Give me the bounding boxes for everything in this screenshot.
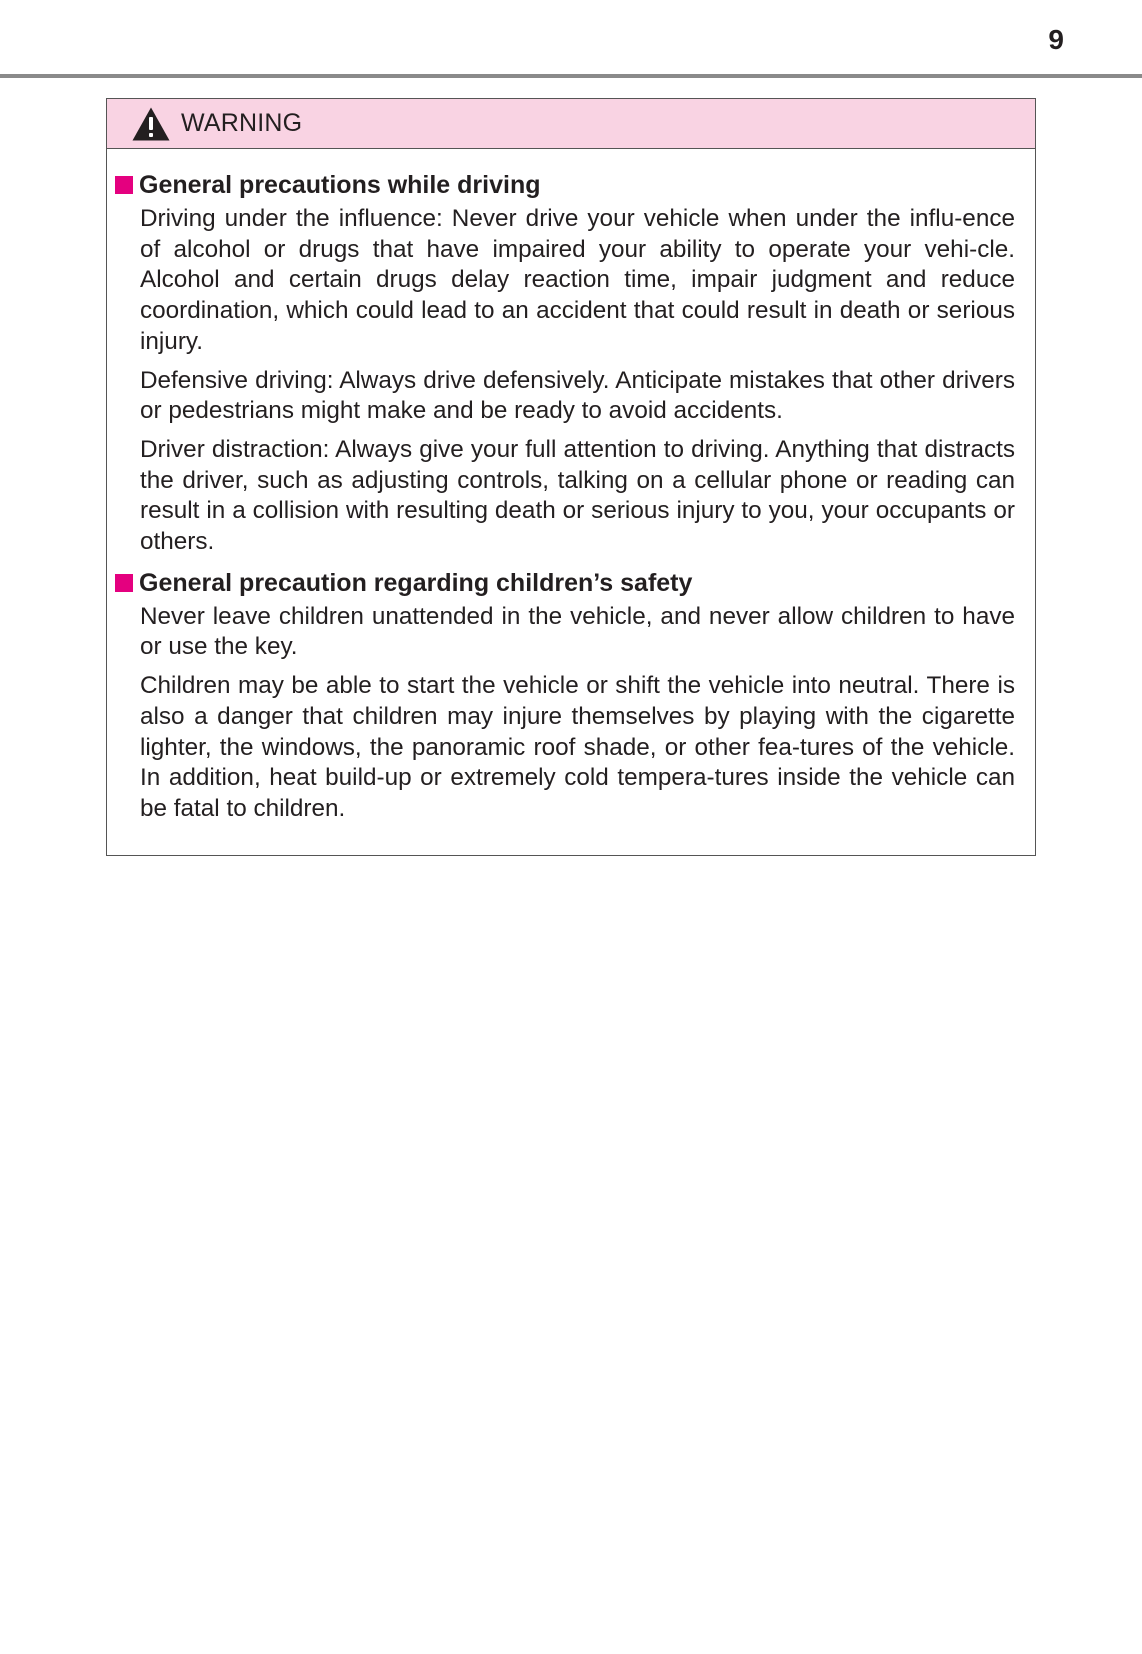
paragraph-driver-distraction: Driver distraction: Always give your full attention to driving. Anything that distracts the driver, such as adjusting controls, talking on a cellular phone or reading can result in a collision with resulting death or serious injury to you, your occupants or others. <box>140 435 1015 556</box>
square-bullet-icon <box>115 574 133 592</box>
section-driving <box>115 168 1015 558</box>
paragraph-children-dangers: Children may be able to start the vehicle or shift the vehicle into neutral. There is also a danger that children may injure themselves by playing with the cigarette lighter, the windows, the panoramic roof shade, or other fea-tures of the vehicle. In addition, heat build-up or extremely cold tempera-tures inside the vehicle can be fatal to children. <box>140 672 1015 822</box>
paragraph-driving-under-influence: Driving under the influence: Never drive your vehicle when under the influ-ence of alcohol or drugs that have impaired your ability to operate your vehi-cle. Alcohol and certain drugs delay reaction time, impair judgment and reduce coordination, which could lead to an accident that could result in death or serious injury. <box>140 205 1015 355</box>
section-heading <box>115 168 1015 202</box>
section-children-safety <box>115 566 1015 825</box>
section-heading-text: General precaution regarding children’s safety <box>139 568 693 597</box>
warning-box <box>106 98 1036 856</box>
header-rule <box>0 74 1142 78</box>
section-heading-text: General precautions while driving <box>139 171 541 199</box>
paragraph-defensive-driving: Defensive driving: Always drive defensively. Anticipate mistakes that other drivers or pedestrians might make and be ready to avoid accidents. <box>140 366 1015 425</box>
warning-triangle-icon <box>131 106 171 142</box>
section-heading <box>115 566 1015 600</box>
square-bullet-icon <box>115 176 133 194</box>
warning-title: WARNING <box>181 109 303 137</box>
page-number: 9 <box>1048 24 1064 55</box>
warning-header <box>107 99 1035 149</box>
paragraph-children-unattended: Never leave children unattended in the vehicle, and never allow children to have or use the key. <box>140 602 1015 661</box>
warning-content <box>107 149 1035 825</box>
